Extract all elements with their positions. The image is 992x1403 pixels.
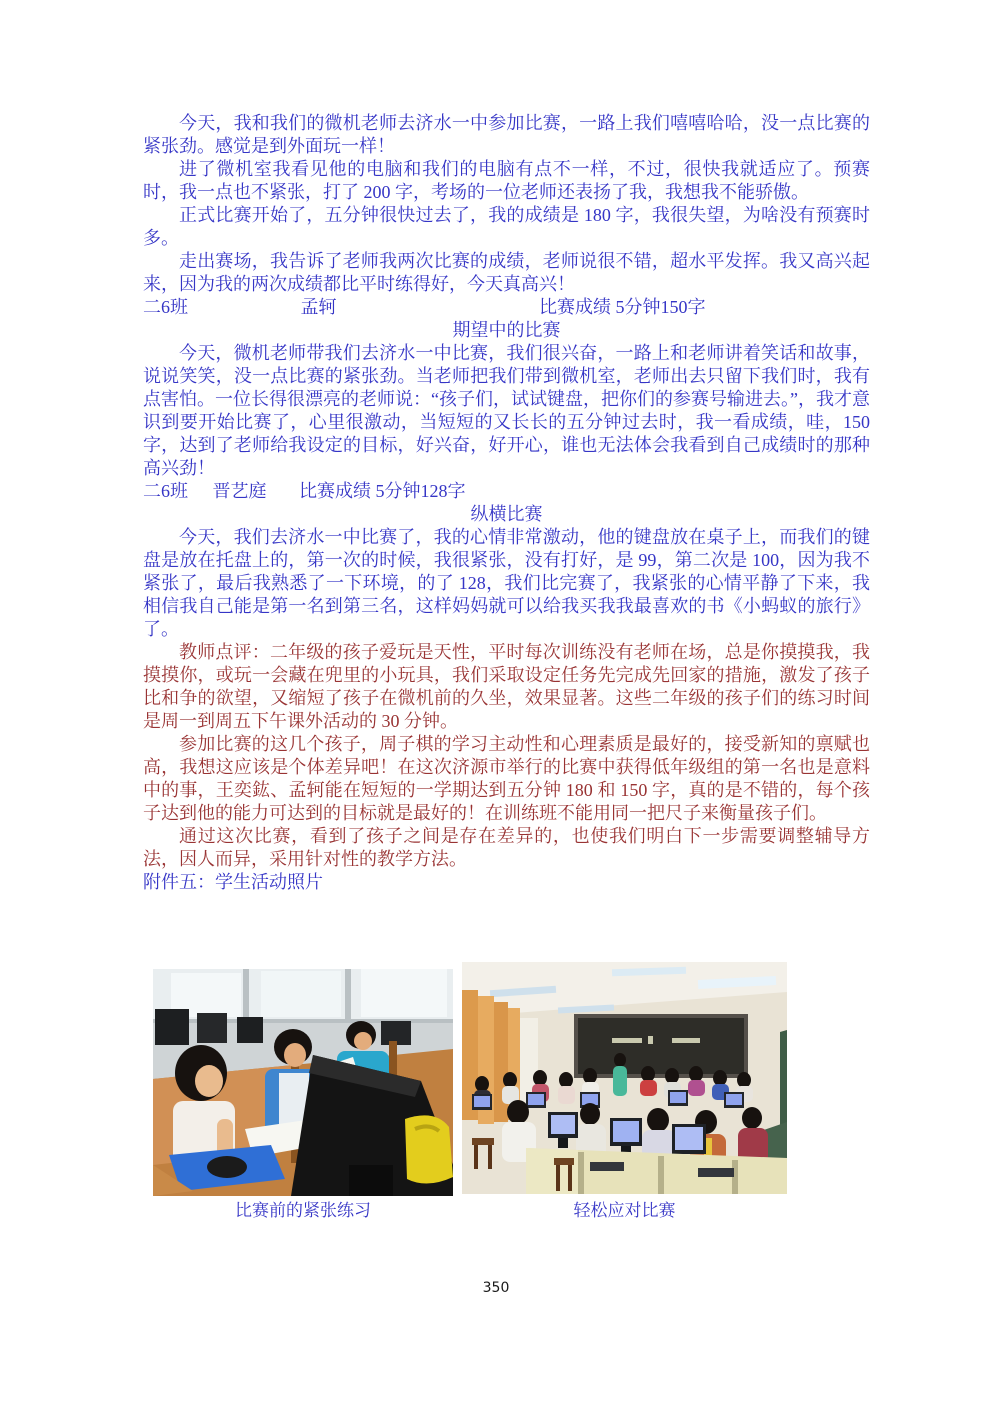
essay3-title: 纵横比赛 xyxy=(470,504,543,524)
essay2-body: 今天，微机老师带我们去济水一中比赛，我们很兴奋，一路上和老师讲着笑话和故事，说说笑笑，没一点比赛的紧张劲。当老师把我们带到微机室，老师出去只留下我们时，我有点害怕。一位长得很漂亮的老师说：“孩子们，试试键盘，把你们的参赛号输进去。”，我才意识到要开始比赛了，心里很激动，当短短的又长长的五分钟过去时，我一看成绩，哇，150 字，达到了老师给我设定的目标，好兴奋，好开心，谁也无法体会我看到自己成绩时的那种高兴劲！ xyxy=(143,343,870,478)
attachment-heading: 附件五：学生活动照片 xyxy=(143,872,323,892)
essay2-result-line xyxy=(143,480,870,503)
photo-classroom-competition xyxy=(462,962,787,1194)
essay2-score: 比赛成绩 5分钟128字 xyxy=(299,481,466,501)
essay1-class-label: 二6班 xyxy=(143,297,188,317)
essay1-paragraph-3: 正式比赛开始了，五分钟很快过去了，我的成绩是 180 字，我很失望，为啥没有预赛时多。 xyxy=(143,205,870,248)
essay3-body: 今天，我们去济水一中比赛了，我的心情非常激动，他的键盘放在桌子上，而我们的键盘是放在托盘上的，第一次的时候，我很紧张，没有打好，是 99，第二次是 100，因为我不紧张了，最后我熟悉了一下环境，的了 128，我们比完赛了，我紧张的心情平静了下来，我相信我自己能是第一名到第三名，这样妈妈就可以给我买我我最喜欢的书《小蚂蚁的旅行》了。 xyxy=(143,527,870,639)
essay1-score: 比赛成绩 5分钟150字 xyxy=(539,297,706,317)
page-number: 350 xyxy=(482,1280,510,1296)
essay2-class-label: 二6班 xyxy=(143,481,188,501)
teacher-comment-2: 参加比赛的这几个孩子，周子棋的学习主动性和心理素质是最好的，接受新知的禀赋也高，我想这应该是个体差异吧！在这次济源市举行的比赛中获得低年级组的第一名也是意料中的事，王奕鈜、孟轲能在短短的一学期达到五分钟 180 和 150 字，真的是不错的，每个孩子达到他的能力可达到的目标就是最好的！在训练班不能用同一把尺子来衡量孩子们。 xyxy=(143,734,870,823)
essay1-paragraph-4: 走出赛场，我告诉了老师我两次比赛的成绩，老师说很不错，超水平发挥。我又高兴起来，因为我的两次成绩都比平时练得好，今天真高兴！ xyxy=(143,251,870,294)
photo-caption-right: 轻松应对比赛 xyxy=(573,1201,676,1220)
essay1-student-name: 孟轲 xyxy=(300,297,337,317)
photo-caption-left: 比赛前的紧张练习 xyxy=(235,1201,371,1220)
essay1-paragraph-1: 今天，我和我们的微机老师去济水一中参加比赛，一路上我们嘻嘻哈哈，没一点比赛的紧张劲。感觉是到外面玩一样！ xyxy=(143,113,870,156)
essay1-result-line xyxy=(143,296,870,319)
essay2-title: 期望中的比赛 xyxy=(452,320,561,340)
essay1-paragraph-2: 进了微机室我看见他的电脑和我们的电脑有点不一样，不过，很快我就适应了。预赛时，我一点也不紧张，打了 200 字，考场的一位老师还表扬了我，我想我不能骄傲。 xyxy=(143,159,870,202)
essay2-student-name: 晋艺庭 xyxy=(212,481,267,501)
text-body xyxy=(143,112,870,894)
teacher-comment-3: 通过这次比赛，看到了孩子之间是存在差异的，也使我们明白下一步需要调整辅导方法，因人而异，采用针对性的教学方法。 xyxy=(143,826,870,869)
teacher-comment-1: 教师点评：二年级的孩子爱玩是天性，平时每次训练没有老师在场，总是你摸摸我，我摸摸你，或玩一会藏在兜里的小玩具，我们采取设定任务先完成先回家的措施，激发了孩子比和争的欲望，又缩短了孩子在微机前的久坐，效果显著。这些二年级的孩子们的练习时间是周一到周五下午课外活动的 30 分钟。 xyxy=(143,642,870,731)
photo-practice-before-competition xyxy=(153,969,453,1196)
